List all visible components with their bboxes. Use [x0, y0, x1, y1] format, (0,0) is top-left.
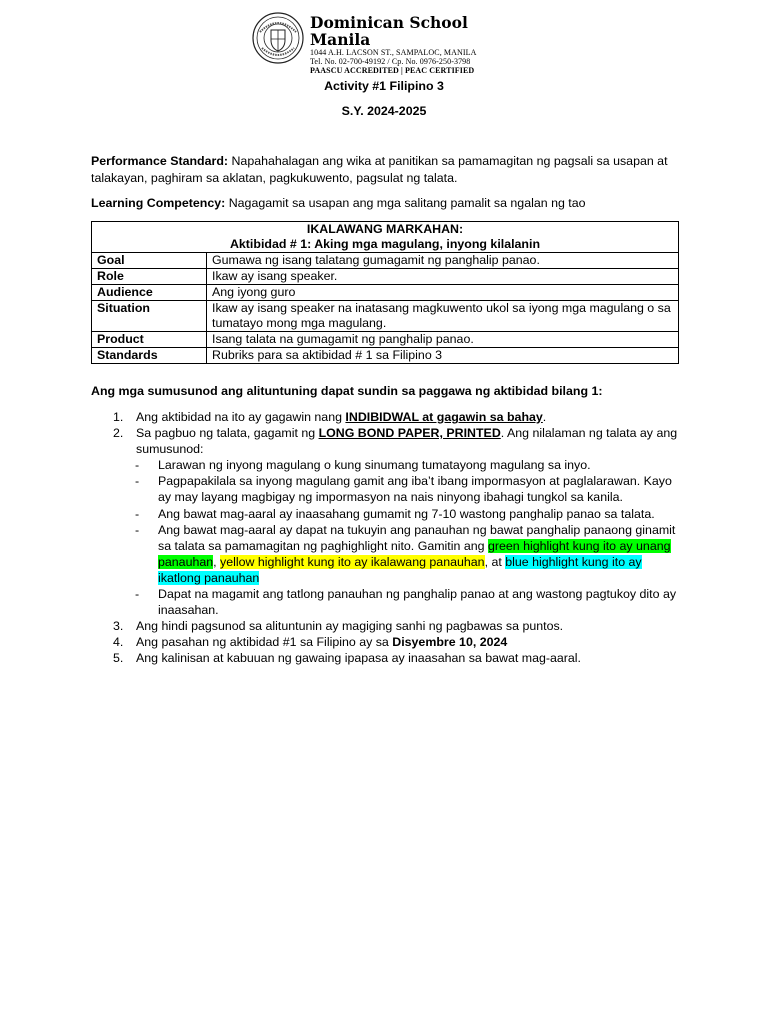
dash-bullet: -: [135, 522, 140, 537]
separator: , at: [484, 554, 506, 569]
sub-item-text: Larawan ng inyong magulang o kung sinumang tumatayong magulang sa inyo.: [158, 458, 591, 473]
letterhead-text: [310, 14, 512, 75]
row-value: Ang iyong guro: [207, 285, 679, 301]
learning-competency: [91, 195, 691, 212]
row-value: Ikaw ay isang speaker na inatasang magkuwento ukol sa iyong mga magulang o sa tumatayo mong mga magulang.: [207, 301, 679, 332]
item-emphasis: LONG BOND PAPER, PRINTED: [318, 426, 501, 441]
dash-bullet: -: [135, 506, 140, 521]
row-label: Goal: [92, 253, 207, 269]
table-row: [92, 332, 679, 348]
guidelines-list: [91, 409, 681, 667]
dash-bullet: -: [135, 474, 140, 489]
row-label: Standards: [92, 348, 207, 364]
sub-item-text: Ang bawat mag-aaral ay inaasahang gumamit ng 7-10 wastong panghalip panao sa talata.: [158, 506, 655, 521]
row-label: Role: [92, 269, 207, 285]
table-row: [92, 301, 679, 332]
sub-item-text: Pagpapakilala sa inyong magulang gamit ang iba’t ibang impormasyon at paglalarawan. Kayo ay may layang magbigay ng impormasyon na nais ninyong ibahagi tungkol sa kanila.: [158, 474, 672, 505]
table-row: [92, 269, 679, 285]
row-value: Rubriks para sa aktibidad # 1 sa Filipino 3: [207, 348, 679, 364]
activity-table: [91, 221, 679, 364]
row-label: Product: [92, 332, 207, 348]
school-year: S.Y. 2024-2025: [341, 104, 427, 118]
school-address: 1044 A.H. LACSON ST., SAMPALOC, MANILA: [310, 48, 477, 57]
row-value: Gumawa ng isang talatang gumagamit ng panghalip panao.: [207, 253, 679, 269]
item-text: Sa pagbuo ng talata, gagamit ng: [136, 426, 319, 441]
learning-competency-label: Learning Competency:: [91, 196, 226, 210]
table-header-activity: Aktibidad # 1: Aking mga magulang, inyong kilalanin: [229, 237, 541, 251]
sub-item: [91, 506, 681, 522]
due-date: Disyembre 10, 2024: [392, 635, 508, 650]
item-text: Ang pasahan ng aktibidad #1 sa Filipino ay sa: [136, 635, 393, 650]
sub-item-text: Ang bawat mag-aaral ay dapat na tukuyin ang panauhan ng bawat panghalip panaong ginamit sa talata sa pamamagitan ng paghighlight nito. Gamitin ang: [158, 522, 676, 553]
guidelines-heading: Ang mga sumusunod ang alituntuning dapat sundin sa paggawa ng aktibidad bilang 1:: [91, 384, 603, 398]
table-row: [92, 285, 679, 301]
dash-bullet: -: [135, 587, 140, 602]
list-item: [91, 650, 681, 666]
table-row: [92, 348, 679, 364]
sub-item: [91, 522, 681, 586]
blue-highlight-text: blue highlight kung ito ay ikatlong panauhan: [158, 554, 642, 585]
row-value: Ikaw ay isang speaker.: [207, 269, 679, 285]
list-item: [91, 425, 681, 457]
row-label: Situation: [92, 301, 207, 332]
item-text: Ang aktibidad na ito ay gagawin nang: [136, 410, 346, 424]
item-emphasis: INDIBIDWAL at gagawin sa bahay: [345, 410, 543, 424]
school-accreditation: PAASCU ACCREDITED | PEAC CERTIFIED: [310, 66, 475, 75]
green-highlight-text: green highlight kung ito ay unang panauhan: [158, 538, 671, 569]
list-item: [91, 409, 681, 425]
school-seal-icon: [252, 12, 304, 64]
separator: ,: [213, 554, 221, 569]
item-number: 1.: [113, 410, 124, 424]
letterhead: [252, 12, 512, 75]
item-number: 2.: [113, 426, 124, 441]
sub-item: [91, 457, 681, 473]
item-text-end: . Ang nilalaman ng talata ay ang sumusunod:: [136, 426, 678, 457]
row-label: Audience: [92, 285, 207, 301]
table-header: [92, 222, 679, 253]
school-name: Dominican School Manila: [310, 13, 468, 49]
sub-item: [91, 473, 681, 505]
table-header-cell: [92, 222, 679, 253]
performance-standard-label: Performance Standard:: [91, 154, 229, 168]
dash-bullet: -: [135, 458, 140, 473]
item-text: Ang hindi pagsunod sa alituntunin ay magiging sanhi ng pagbawas sa puntos.: [136, 619, 564, 634]
item-number: 4.: [113, 635, 124, 650]
sub-item: [91, 586, 681, 618]
sub-item-text: Dapat na magamit ang tatlong panauhan ng panghalip panao at ang wastong pagtukoy dito ay inaasahan.: [158, 587, 677, 618]
learning-competency-text: Nagagamit sa usapan ang mga salitang pamalit sa ngalan ng tao: [225, 196, 586, 210]
document-title: Activity #1 Filipino 3: [324, 79, 444, 93]
item-number: 5.: [113, 651, 124, 666]
row-value: Isang talata na gumagamit ng panghalip panao.: [207, 332, 679, 348]
list-item: [91, 634, 681, 650]
item-number: 3.: [113, 619, 124, 634]
list-item: [91, 618, 681, 634]
item-text: Ang kalinisan at kabuuan ng gawaing ipapasa ay inaasahan sa bawat mag-aaral.: [136, 651, 581, 666]
table-header-quarter: IKALAWANG MARKAHAN:: [306, 222, 464, 236]
performance-standard: [91, 153, 691, 187]
yellow-highlight-text: yellow highlight kung ito ay ikalawang panauhan: [220, 554, 485, 569]
item-text-end: .: [542, 410, 547, 424]
school-contact: Tel. No. 02-700-49192 / Cp. No. 0976-250-3798: [310, 57, 471, 66]
table-row: [92, 253, 679, 269]
performance-standard-text: Napahahalagan ang wika at panitikan sa pamamagitan ng pagsali sa usapan at talakayan, paghiram sa aklatan, pagkukuwento, pagsulat ng talata.: [91, 154, 668, 185]
